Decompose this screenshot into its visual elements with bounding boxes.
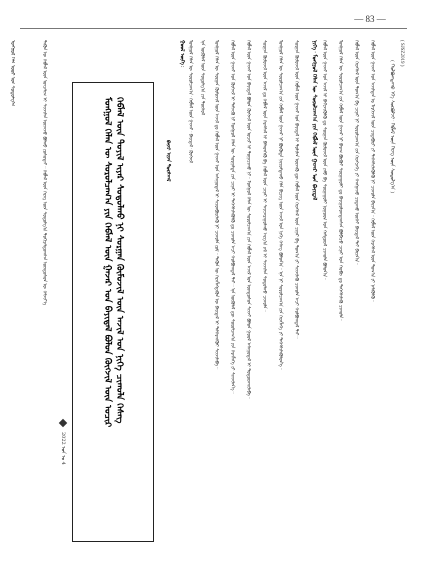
article-title-line2: ᠬᠡᠪᠯᠡᠯ ᠦᠨ ᠲᠤᠶᠢᠯ ᠢᠶᠠᠷ ᠰᠤᠳᠤᠯᠬᠤ ᠨᠢ ᠰᠤᠷᠭᠠᠨ ᠬᠦᠮᠦᠵᠢᠯ ᠦᠨ ᠠᠵᠢᠯ ᠤᠨ ᠨᠢᠭᠡ ᠴᠢᠬᠤᠯᠠ ᠬᠡᠰᠡᠭ bbox=[114, 97, 124, 424]
title-box bbox=[72, 82, 154, 542]
section-heading-1: ᠨᠢᠭᠡ᠂ ᠮᠣᠩᠭᠤᠯ ᠬᠡᠯᠡᠨ ᠦ ᠰᠤᠷᠤᠯᠴᠠᠭ᠎ᠠ ᠶᠢᠨ ᠬᠡᠪᠯᠡᠯ ᠦᠨ ᠭᠠᠵᠠᠷ ᠤᠨ ᠪᠠᠶᠢᠳᠠᠯ bbox=[311, 40, 317, 201]
body-paragraph-6: ᠰᠤᠷᠭᠠᠨ ᠬᠦᠮᠦᠵᠢᠯ ᠦᠨ ᠬᠡᠪᠯᠡᠯ ᠦᠨ ᠭᠠᠵᠠᠷ ᠤᠨ ᠪᠠᠶᠢᠳᠠᠯ ᠢ ᠲᠣᠯᠢᠯᠠᠨ ᠦᠵᠡᠬᠦ ᠳᠦ ᠬᠡᠪᠯᠡᠯ ᠦᠨ ᠬᠡᠷᠡᠭᠰᠡᠯ ᠦᠨ ᠴᠢᠨᠠᠷ ᠪᠠ ᠲᠣᠭ᠎ᠠ ᠶᠢ ᠰᠢᠨᠵᠢᠯᠡᠬᠦ ᠴᠢᠬᠤᠯᠠ ᠠᠴᠢ ᠬᠣᠯᠪᠣᠭᠳᠠᠯ ᠲᠠᠢ᠃ bbox=[293, 40, 299, 339]
body-paragraph-7: ᠬᠡᠪᠯᠡᠯ ᠦᠨ ᠭᠠᠵᠠᠷ ᠤᠨ ᠠᠵᠢᠯ ᠢ ᠪᠡᠬᠢᠵᠢᠭᠦᠯᠬᠦ ᠳᠤ ᠰᠤᠷᠭᠠᠨ ᠬᠦᠮᠦᠵᠢᠯ ᠦᠨ ᠶᠠᠮᠤ ᠪᠠ ᠰᠤᠷᠭᠠᠭᠤᠯᠢ ᠨᠤᠭᠤᠳ ᠤᠨ ᠬᠠᠮᠲᠤᠷᠠᠯ ᠴᠢᠬᠤᠯᠠ ᠪᠣᠯᠣᠨ᠎ᠠ᠃ bbox=[321, 40, 327, 281]
left-caption-strip bbox=[8, 40, 26, 540]
diamond-marker-icon bbox=[59, 419, 67, 427]
left-caption: ᠮᠣᠩᠭᠤᠯ ᠬᠡᠯᠡ ᠤᠤᠷ ᠤᠨ ᠰᠤᠳᠤᠯᠭ᠎ᠠ bbox=[9, 40, 15, 107]
keywords-text: ᠮᠣᠩᠭᠤᠯ ᠬᠡᠯᠡᠨ ᠦ ᠰᠤᠷᠤᠯᠴᠠᠭ᠎ᠠ᠂ ᠬᠡᠪᠯᠡᠯ ᠦᠨ ᠭᠠᠵᠠᠷ᠂ ᠪᠠᠶᠢᠳᠠᠯ᠂ ᠬᠦᠭᠵᠢᠯ bbox=[187, 40, 193, 163]
body-paragraph-8: ᠮᠣᠩᠭᠤᠯ ᠬᠡᠯᠡᠨ ᠦ ᠰᠤᠷᠤᠯᠴᠠᠭ᠎ᠠ ᠶᠢᠨ ᠬᠡᠪᠯᠡᠯ ᠦᠨ ᠭᠠᠵᠠᠷ ᠨᠢ ᠪᠠᠷᠠᠭ ᠪᠦᠬᠦᠢ ᠰᠤᠷᠭᠠᠭᠤᠯᠢ ᠳᠤ ᠪᠠᠶᠢᠭᠤᠯᠤᠭᠳᠠᠭᠰᠠᠨ ᠪᠣᠯᠪᠠᠴᠤ ᠴᠢᠨᠠᠷ ᠤᠨ ᠬᠤᠪᠢ ᠳᠤ ᠳᠡᠭᠡᠭᠰᠢᠯᠡᠬᠦ ᠴᠢᠬᠤᠯᠠ᠃ bbox=[337, 40, 343, 322]
keywords-label: ᠭᠣᠣᠯ ᠦᠭᠡ᠄ bbox=[179, 40, 185, 68]
bottom-line: ᠲᠡᠭᠦᠨ ᠦ ᠬᠡᠪᠯᠡᠯ ᠦᠨ ᠣᠨᠴᠠᠯᠢᠭ ᠢ ᠰᠢᠨᠵᠢᠯᠡᠨ ᠦᠵᠡᠵᠦ ᠪᠣᠯᠬᠤ ᠶᠣᠰᠣᠲᠠᠢ᠃ ᠬᠡᠪᠯᠡᠯ ᠦᠨ ᠬᠡᠷᠡᠭ ᠦᠨ ᠰᠤᠳᠤᠯᠭ᠎ᠠ ᠲᠣᠬᠢᠶᠠᠯᠳᠤᠭᠰᠠᠨ ᠦᠨᠳᠦᠰᠦᠨ ᠦ ᠬᠡᠮᠵᠢᠶ᠎ᠡ bbox=[41, 40, 47, 306]
right-caption: 2022 ᠣᠨ ᠤ 4 bbox=[60, 432, 66, 465]
abstract-note: ᠡᠨᠡ ᠥᠭᠦᠯᠡᠯ ᠦᠨ ᠰᠤᠳᠤᠯᠭ᠎ᠠ ᠶᠢᠨ ᠲᠥᠰᠥᠯ bbox=[199, 40, 205, 116]
body-paragraph-9: ᠬᠡᠪᠯᠡᠯ ᠦᠨ ᠬᠡᠷᠡᠭᠰᠡᠯ ᠦᠨ ᠲᠣᠭ᠎ᠠ ᠪᠠ ᠴᠢᠨᠠᠷ ᠨᠢ ᠰᠤᠷᠤᠯᠴᠠᠭ᠎ᠠ ᠶᠢᠨ ᠬᠡᠷᠡᠭᠴᠡᠭᠡ ᠶᠢ ᠬᠠᠩᠭᠠᠵᠤ ᠴᠢᠳᠠᠬᠤ ᠦᠭᠡᠢ ᠪᠠᠶᠢᠳᠠᠯ ᠲᠠᠢ ᠪᠠᠶᠢᠨ᠎ᠠ᠃ bbox=[353, 40, 359, 265]
header-rule bbox=[20, 28, 407, 29]
page-number: — 83 — bbox=[354, 14, 386, 24]
body-paragraph-5: ᠮᠣᠩᠭᠤᠯ ᠬᠡᠯᠡᠨ ᠦ ᠰᠤᠷᠤᠯᠴᠠᠭ᠎ᠠ ᠶᠢᠨ ᠬᠡᠪᠯᠡᠯ ᠦᠨ ᠭᠠᠵᠠᠷ ᠨᠢ ᠪᠦᠭᠦᠳᠡ ᠨᠠᠶᠢᠷᠠᠮᠳᠠᠬᠤ ᠬᠡᠯᠡ ᠪᠢᠴᠢᠭ ᠦᠨ ᠠᠵᠢᠯ ᠤᠨ ᠨᠢᠭᠡ ᠬᠡᠰᠡᠭ ᠪᠣᠯᠣᠨ᠎ᠠ᠃ ᠡᠨᠡ ᠨᠢ ᠰᠤᠷᠤᠯᠴᠠᠭ᠎ᠠ ᠶᠢᠨ ᠬᠡᠷᠡᠭᠯᠡᠭᠡ ᠶᠢ ᠳᠡᠭᠡᠭᠰᠢᠯᠡᠭᠦᠯᠦᠨ᠎ᠡ᠃ bbox=[277, 40, 283, 370]
body-paragraph-1: ᠮᠣᠩᠭᠤᠯ ᠬᠡᠯᠡᠨ ᠦ ᠰᠤᠷᠭᠠᠨ ᠬᠦᠮᠦᠵᠢᠯ ᠦᠨ ᠠᠵᠢᠯ ᠳᠤ ᠬᠡᠪᠯᠡᠯ ᠦᠨ ᠭᠠᠵᠠᠷ ᠤᠨ ᠠᠰᠠᠭᠤᠳᠠᠯ ᠢ ᠰᠢᠢᠳᠪᠦᠷᠢᠯᠡᠬᠦ ᠨᠢ ᠴᠢᠬᠤᠯᠠ ᠶᠤᠮ᠃ ᠲᠡᠭᠦᠨ ᠦ ᠬᠡᠷᠡᠭᠯᠡᠭᠳᠡᠬᠦᠨ ᠦ ᠪᠠᠶᠢᠳᠠᠯ ᠢ ᠳᠡᠯᠭᠡᠷᠡᠩᠭᠦᠢ ᠰᠢᠨᠵᠢᠯᠡᠪᠡ᠃ bbox=[213, 40, 219, 370]
body-paragraph-2: ᠬᠡᠪᠯᠡᠯ ᠦᠨ ᠭᠠᠵᠠᠷ ᠤᠨ ᠬᠦᠭᠵᠢᠯ ᠢ ᠳᠡᠮᠵᠢᠬᠦ ᠨᠢ ᠮᠣᠩᠭᠤᠯ ᠬᠡᠯᠡᠨ ᠦ ᠰᠤᠷᠭᠠᠯᠲᠠ ᠶᠢᠨ ᠴᠢᠨᠠᠷ ᠢ ᠳᠡᠭᠡᠭᠰᠢᠯᠡᠭᠦᠯᠬᠦ ᠳᠤ ᠴᠢᠬᠤᠯᠠ ᠠᠴᠢ ᠬᠣᠯᠪᠣᠭᠳᠠᠯ ᠲᠠᠢ᠃ ᠡᠨᠡ ᠥᠭᠦᠯᠡᠯ ᠳᠦ ᠰᠤᠷᠤᠯᠴᠠᠭ᠎ᠠ ᠶᠢᠨ ᠬᠡᠷᠡᠭᠯᠡᠭᠡ ᠶᠢ ᠰᠢᠨᠵᠢᠯᠡᠨ᠎ᠡ᠃ bbox=[229, 40, 235, 394]
author-line: ᠪᠠᠶᠠᠷ ᠢᠶᠠᠨ ᠳᠤᠷᠰᠬᠠᠯ bbox=[165, 140, 171, 182]
project-number: ( SJSZ2019 ) bbox=[399, 40, 404, 67]
article-title-line1: ᠮᠣᠩᠭᠤᠯ ᠬᠡᠯᠡᠨ ᠦ ᠰᠤᠷᠤᠯᠴᠠᠭ᠎ᠠ ᠶᠢᠨ ᠬᠡᠪᠯᠡᠯ ᠦᠨ ᠭᠠᠵᠠᠷ ᠤᠨ ᠪᠠᠶᠢᠳᠠᠯ ᠪᠣᠯᠣᠨ ᠬᠦᠭᠵᠢᠯ ᠦᠨ ᠤᠴᠢᠷ bbox=[102, 97, 112, 428]
body-paragraph-3: ᠬᠡᠪᠯᠡᠯ ᠦᠨ ᠭᠠᠵᠠᠷ ᠤᠨ ᠪᠠᠶᠢᠳᠠᠯ ᠪᠣᠯᠣᠨ ᠬᠦᠭᠵᠢᠯ ᠦᠨ ᠤᠴᠢᠷ ᠢ ᠲᠣᠭᠠᠴᠢᠬᠤ ᠨᠢ᠃ ᠮᠣᠩᠭᠤᠯ ᠬᠡᠯᠡᠨ ᠦ ᠰᠤᠷᠤᠯᠴᠠᠭ᠎ᠠ ᠶᠢᠨ ᠬᠡᠪᠯᠡᠯ ᠦᠨ ᠠᠵᠢᠯ ᠤᠨ ᠦᠨᠳᠦᠰᠦᠨ ᠰᠢᠨᠵᠢ ᠪᠣᠯᠣᠨ ᠭᠣᠣᠯ ᠠᠰᠠᠭᠤᠳᠠᠯ ᠢ ᠲᠣᠳᠣᠷᠬᠠᠢᠯᠠᠪᠠ᠃ bbox=[245, 40, 251, 399]
body-paragraph-10: ᠬᠡᠪᠯᠡᠯ ᠦᠨ ᠭᠠᠵᠠᠷ ᠤᠨ ᠠᠵᠢᠯᠲᠠᠨ ᠤ ᠮᠡᠷᠭᠡᠵᠢᠯ ᠦᠨ ᠴᠢᠳᠠᠪᠤᠷᠢ ᠶᠢ ᠳᠡᠭᠡᠭᠰᠢᠯᠡᠭᠦᠯᠬᠦ ᠨᠢ ᠴᠢᠬᠤᠯᠠ ᠪᠠᠶᠢᠨ᠎ᠠ᠃ ᠬᠡᠪᠯᠡᠯ ᠦᠨ ᠬᠡᠷᠡᠭᠰᠡᠯ ᠦᠨ ᠲᠣᠭ᠎ᠠ ᠶᠢ ᠨᠡᠮᠡᠭᠦᠯᠬᠦ᠃ bbox=[369, 40, 375, 302]
body-paragraph-4: ᠰᠤᠷᠭᠠᠨ ᠬᠦᠮᠦᠵᠢᠯ ᠦᠨ ᠠᠵᠢᠯ ᠳᠤ ᠬᠡᠪᠯᠡᠯ ᠦᠨ ᠬᠡᠷᠡᠭᠰᠡᠯ ᠢ ᠪᠡᠯᠡᠳᠬᠡᠬᠦ ᠪᠠ ᠬᠡᠪᠯᠡᠯ ᠦᠨ ᠴᠢᠨᠠᠷ ᠢ ᠰᠠᠶᠢᠵᠢᠷᠠᠭᠤᠯᠬᠤ ᠠᠷᠭ᠎ᠠ ᠵᠠᠮ ᠢ ᠰᠢᠨᠵᠢᠯᠡᠨ ᠰᠤᠳᠤᠯᠬᠤ ᠴᠢᠬᠤᠯᠠ᠃ bbox=[261, 40, 267, 312]
footnote-reference: ( ᠬᠣᠯᠪᠣᠭᠳᠠᠬᠤ ᠡᠬᠡ ᠰᠤᠷᠪᠤᠯᠵᠢ᠂ ᠬᠡᠪᠯᠡᠯ ᠦᠨ ᠬᠡᠷᠡᠭ ᠦᠨ ᠰᠤᠳᠤᠯᠭ᠎ᠠ ) bbox=[389, 60, 395, 194]
